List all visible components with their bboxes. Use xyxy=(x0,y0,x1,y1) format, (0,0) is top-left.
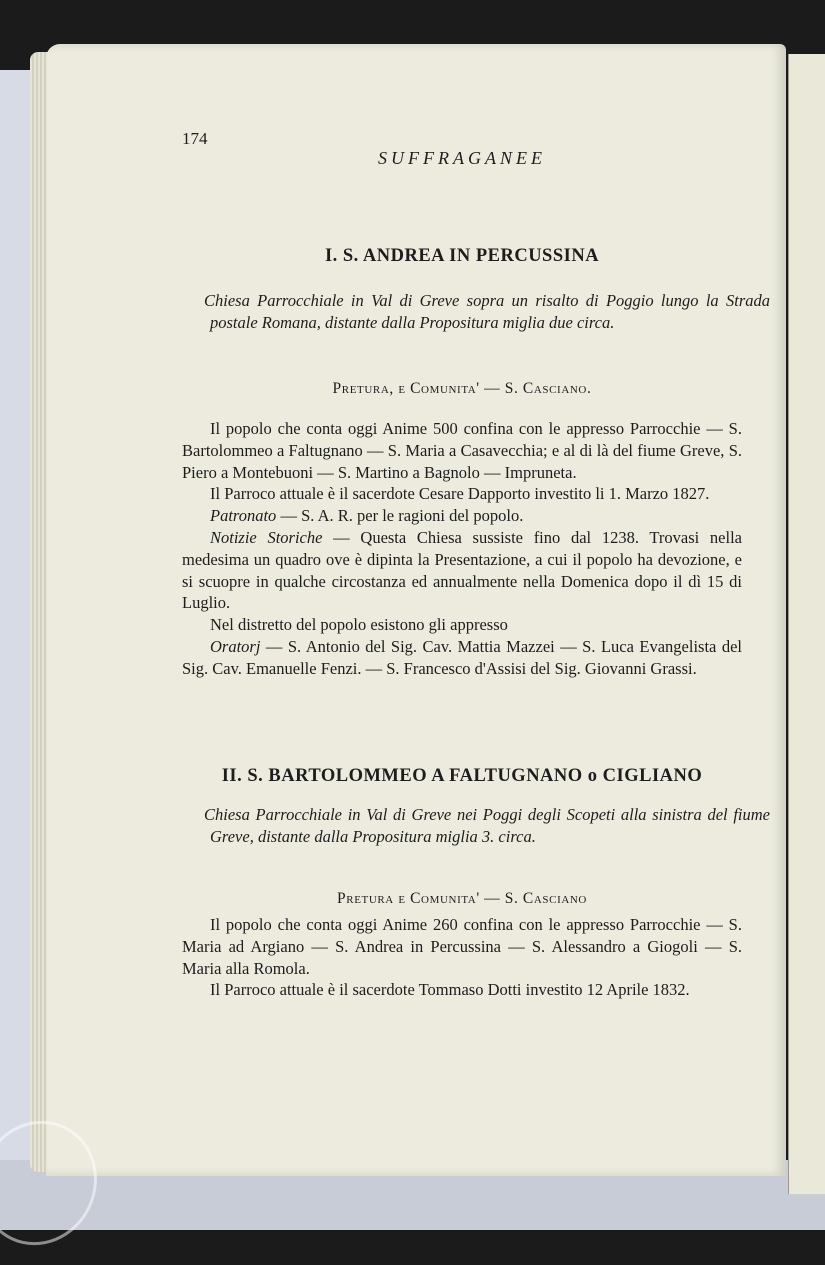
section-body-2 xyxy=(182,914,742,1001)
paragraph-text: — S. Antonio del Sig. Cav. Mattia Mazzei — S. Luca Evangelista del Sig. Cav. Emanuelle Fenzi. — S. Francesco d'Assisi del Sig. Giovanni Grassi. xyxy=(182,636,742,678)
page-number: 174 xyxy=(182,129,208,148)
section-jurisdiction-1: Pretura, e Comunita' — S. Casciano. xyxy=(332,380,592,397)
paragraph xyxy=(182,914,742,979)
paragraph-text: Il popolo che conta oggi Anime 260 confina con le appresso Parrocchie — S. Maria ad Argiano — S. Andrea in Percussina — S. Alessandro a Giogoli — S. Maria alla Romola. xyxy=(182,915,742,978)
paragraph-text: Il popolo che conta oggi Anime 500 confina con le appresso Parrocchie — S. Bartolommeo a Faltugnano — S. Maria a Casavecchia; e al di là del fiume Greve, S. Piero a Montebuoni — S. Martino a Bagnolo — Impruneta. xyxy=(182,419,742,482)
section-description-2: Chiesa Parrocchiale in Val di Greve nei Poggi degli Scopeti alla sinistra del fiume Greve, distante dalla Propositura miglia 3. circa. xyxy=(204,805,770,846)
paragraph-lead: Oratorj xyxy=(210,636,261,656)
section-title-1: I. S. ANDREA IN PERCUSSINA xyxy=(324,246,600,266)
paragraph-text: Il Parroco attuale è il sacerdote Cesare Dapporto investito li 1. Marzo 1827. xyxy=(210,484,710,504)
section-body-1 xyxy=(182,418,742,680)
book-page xyxy=(46,44,786,1176)
running-head: SUFFRAGANEE xyxy=(378,148,546,168)
paragraph-lead: Notizie Storiche xyxy=(210,527,323,547)
paragraph-text: — S. A. R. per le ragioni del popolo. xyxy=(276,506,524,526)
section-description-1: Chiesa Parrocchiale in Val di Greve sopra un risalto di Poggio lungo la Strada postale Romana, distante dalla Propositura miglia due circa. xyxy=(204,291,770,332)
paragraph xyxy=(182,418,742,483)
paragraph xyxy=(182,505,742,527)
paragraph-text: Il Parroco attuale è il sacerdote Tommaso Dotti investito 12 Aprile 1832. xyxy=(210,980,690,1000)
facing-page-edge xyxy=(788,54,825,1194)
paragraph xyxy=(182,614,742,636)
paragraph xyxy=(182,636,742,680)
paragraph xyxy=(182,979,742,1001)
section-title-2: II. S. BARTOLOMMEO A FALTUGNANO o CIGLIANO xyxy=(221,766,703,786)
section-jurisdiction-2: Pretura e Comunita' — S. Casciano xyxy=(337,890,587,907)
paragraph-lead: Patronato xyxy=(210,506,277,526)
paragraph-text: — Questa Chiesa sussiste fino dal 1238. Trovasi nella medesima un quadro ove è dipinta la Presentazione, a cui il popolo ha devozione, e si scuopre in qualche circostanza ed annualmente nella Domenica dopo il dì 15 di Luglio. xyxy=(182,527,742,613)
paragraph xyxy=(182,483,742,505)
paragraph-text: Nel distretto del popolo esistono gli appresso xyxy=(210,615,508,635)
paragraph xyxy=(182,527,742,614)
